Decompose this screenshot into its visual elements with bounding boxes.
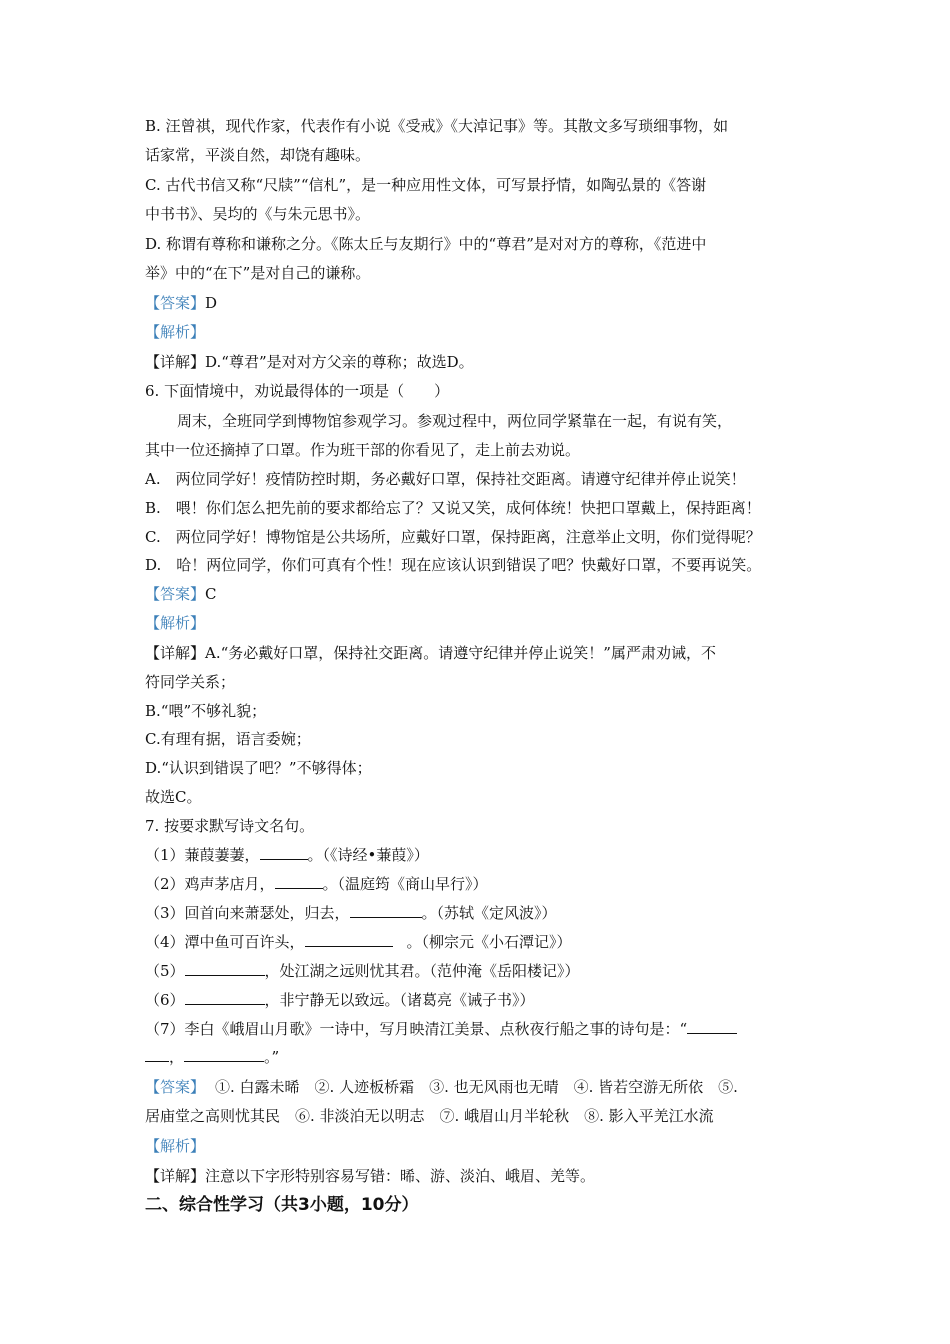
q6-question: 6. 下面情境中，劝说最得体的一项是（ ） xyxy=(145,382,450,400)
q6-detail-end: 故选C。 xyxy=(145,788,202,806)
q5-detail xyxy=(145,352,474,372)
q6-option-b: B. 喂！你们怎么把先前的要求都给忘了？又说又笑，成何体统！快把口罩戴上，保持距离！ xyxy=(145,499,761,517)
detail-label: 【详解】 xyxy=(145,353,206,371)
q5-option-d-line1: D. 称谓有尊称和谦称之分。《陈太丘与友期行》中的“尊君”是对对方的尊称，《范进中 xyxy=(145,235,707,253)
q5-answer xyxy=(145,293,217,313)
item-text: （7）李白《峨眉山月歌》一诗中，写月映清江美景、点秋夜行船之事的诗句是：“ xyxy=(145,1020,688,1038)
q7-item-5 xyxy=(145,961,580,981)
q6-detail-line1 xyxy=(145,643,716,663)
fill-blank xyxy=(260,845,308,860)
detail-text: D.“尊君”是对对方父亲的尊称；故选D。 xyxy=(205,353,474,371)
detail-label: 【详解】 xyxy=(145,1167,206,1185)
detail-label: 【详解】 xyxy=(145,644,206,662)
item-text: （5） xyxy=(145,962,185,980)
q6-analysis-label: 【解析】 xyxy=(145,614,206,632)
answer-text: ①. 白露未晞 ②. 人迹板桥霜 ③. 也无风雨也无晴 ④. 皆若空游无所依 ⑤. xyxy=(215,1078,738,1096)
q7-item-6 xyxy=(145,990,535,1010)
q6-scenario-line1: 周末，全班同学到博物馆参观学习。参观过程中，两位同学紧靠在一起，有说有笑， xyxy=(177,412,733,430)
q7-analysis-label: 【解析】 xyxy=(145,1137,206,1155)
fill-blank xyxy=(185,961,265,976)
q6-option-a: A. 两位同学好！疫情防控时期，务必戴好口罩，保持社交距离。请遵守纪律并停止说笑！ xyxy=(145,470,746,488)
q6-detail-line2: 符同学关系； xyxy=(145,673,236,691)
fill-blank xyxy=(275,874,323,889)
q7-item-3 xyxy=(145,903,557,923)
q5-analysis-label: 【解析】 xyxy=(145,323,206,341)
item-text: （6） xyxy=(145,991,185,1009)
q5-option-b-line2: 话家常，平淡自然，却饶有趣味。 xyxy=(145,146,371,164)
q6-detail-b: B.“喂”不够礼貌； xyxy=(145,702,267,720)
item-text: （3）回首向来萧瑟处，归去， xyxy=(145,904,350,922)
item-source: 。（《诗经•蒹葭》） xyxy=(307,846,429,864)
q5-option-c-line2: 中书书》、吴均的《与朱元思书》。 xyxy=(145,205,371,223)
q5-option-c-line1: C. 古代书信又称“尺牍”“信札”，是一种应用性文体，可写景抒情，如陶弘景的《答谢 xyxy=(145,176,707,194)
item-source: ，处江湖之远则忧其君。（范仲淹《岳阳楼记》） xyxy=(264,962,580,980)
q7-answer-line1 xyxy=(145,1077,738,1097)
q7-item-1 xyxy=(145,845,429,865)
q5-option-d-line2: 举》中的“在下”是对自己的谦称。 xyxy=(145,264,371,282)
answer-label: 【答案】 xyxy=(145,1078,206,1096)
fill-blank xyxy=(350,903,422,918)
section-heading: 二、综合性学习（共3小题，10分） xyxy=(145,1195,419,1215)
item-text: （4）潭中鱼可百许头， xyxy=(145,933,305,951)
q6-scenario-line2: 其中一位还摘掉了口罩。作为班干部的你看见了，走上前去劝说。 xyxy=(145,441,581,459)
answer-value: D xyxy=(205,294,218,312)
item-source: 。（温庭筠《商山早行》） xyxy=(322,875,488,893)
fill-blank xyxy=(185,990,265,1005)
answer-label: 【答案】 xyxy=(145,294,206,312)
q7-item-7-line2 xyxy=(145,1047,279,1067)
q6-option-c: C. 两位同学好！博物馆是公共场所，应戴好口罩，保持距离，注意举止文明，你们觉得呢？ xyxy=(145,528,761,546)
q7-question: 7. 按要求默写诗文名句。 xyxy=(145,817,315,835)
item-text: ， xyxy=(169,1048,185,1066)
item-source: ，非宁静无以致远。（诸葛亮《诫子书》） xyxy=(264,991,535,1009)
fill-blank xyxy=(687,1019,737,1034)
q6-detail-d: D.“认识到错误了吧？”不够得体； xyxy=(145,759,372,777)
item-source: 。（苏轼《定风波》） xyxy=(421,904,557,922)
q7-detail xyxy=(145,1166,595,1186)
q7-answer-line2: 居庙堂之高则忧其民 ⑥. 非淡泊无以明志 ⑦. 峨眉山月半轮秋 ⑧. 影入平羌江水流 xyxy=(145,1107,714,1125)
fill-blank xyxy=(305,932,393,947)
answer-value: C xyxy=(205,585,217,603)
answer-label: 【答案】 xyxy=(145,585,206,603)
q6-answer xyxy=(145,584,217,604)
item-text: （2）鸡声茅店月， xyxy=(145,875,275,893)
item-text: 。” xyxy=(264,1048,280,1066)
detail-text: A.“务必戴好口罩，保持社交距离。请遵守纪律并停止说笑！”属严肃劝诫，不 xyxy=(205,644,716,662)
q7-item-2 xyxy=(145,874,488,894)
item-source: 。（柳宗元《小石潭记》） xyxy=(406,933,572,951)
q6-detail-c: C.有理有据，语言委婉； xyxy=(145,730,311,748)
q7-item-4 xyxy=(145,932,572,952)
item-text: （1）蒹葭萋萋， xyxy=(145,846,260,864)
q6-option-d: D. 哈！两位同学，你们可真有个性！现在应该认识到错误了吧？快戴好口罩，不要再说笑。 xyxy=(145,556,762,574)
fill-blank xyxy=(145,1047,169,1062)
fill-blank xyxy=(184,1047,264,1062)
q5-option-b-line1: B. 汪曾祺，现代作家，代表作有小说《受戒》《大淖记事》等。其散文多写琐细事物，如 xyxy=(145,117,729,135)
detail-text: 注意以下字形特别容易写错：晞、游、淡泊、峨眉、羌等。 xyxy=(205,1167,596,1185)
q7-item-7-line1 xyxy=(145,1019,737,1039)
